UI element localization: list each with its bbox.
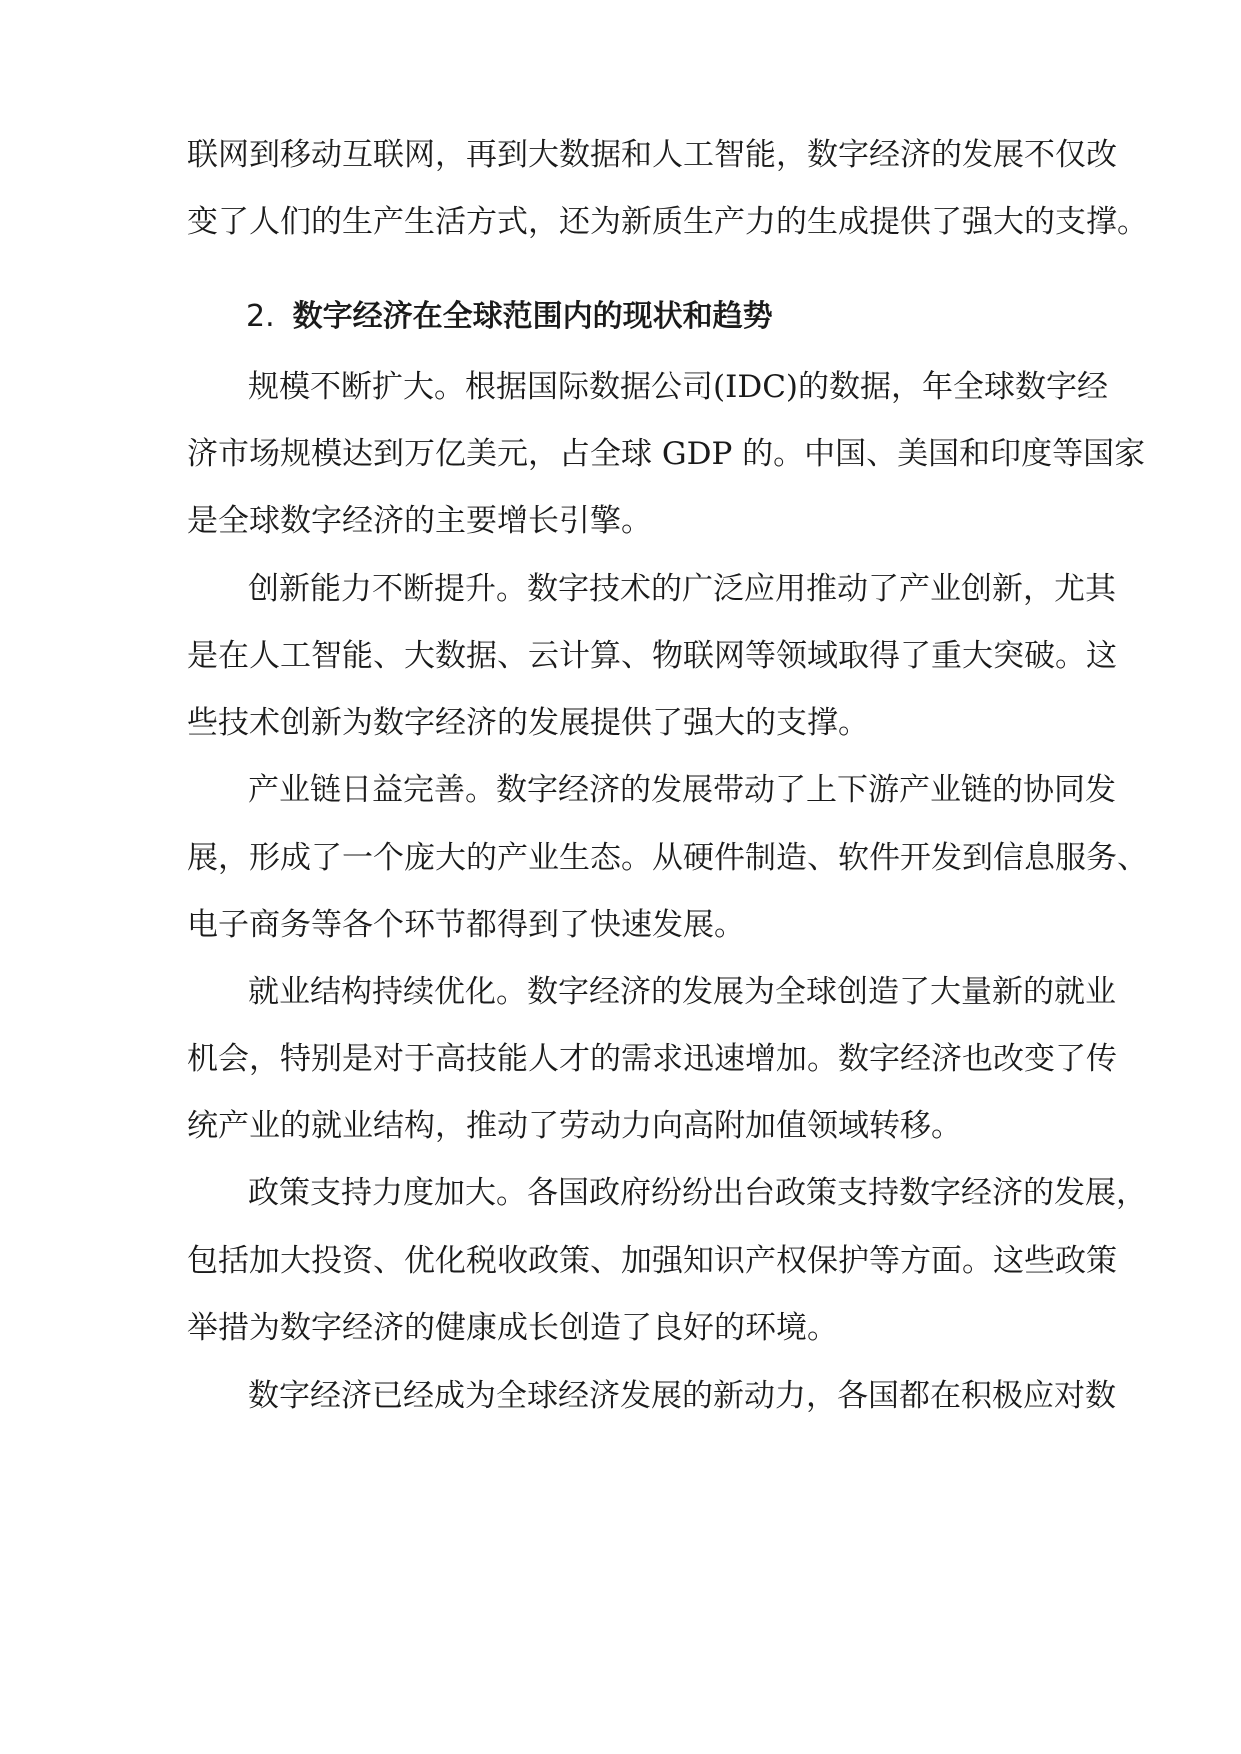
paragraph-2-line-3: 些技术创新为数字经济的发展提供了强大的支撑。 bbox=[187, 705, 869, 741]
paragraph-2-line-1: 创新能力不断提升。数字技术的广泛应用推动了产业创新，尤其 bbox=[248, 571, 1116, 607]
section-heading bbox=[246, 297, 1116, 337]
paragraph-1-line-2: 济市场规模达到万亿美元，占全球 GDP 的。中国、美国和印度等国家 bbox=[187, 436, 1146, 472]
paragraph-1-line-1: 规模不断扩大。根据国际数据公司(IDC)的数据，年全球数字经 bbox=[248, 369, 1109, 405]
paragraph-3-line-1: 产业链日益完善。数字经济的发展带动了上下游产业链的协同发 bbox=[248, 772, 1116, 808]
paragraph-3-line-3: 电子商务等各个环节都得到了快速发展。 bbox=[187, 907, 745, 943]
continuation-line-1: 联网到移动互联网，再到大数据和人工智能，数字经济的发展不仅改 bbox=[187, 137, 1117, 173]
section-number: 2. bbox=[246, 299, 275, 334]
paragraph-4-line-1: 就业结构持续优化。数字经济的发展为全球创造了大量新的就业 bbox=[248, 974, 1116, 1010]
section-title: 数字经济在全球范围内的现状和趋势 bbox=[292, 299, 773, 334]
paragraph-5-line-2: 包括加大投资、优化税收政策、加强知识产权保护等方面。这些政策 bbox=[187, 1243, 1117, 1279]
paragraph-2-line-2: 是在人工智能、大数据、云计算、物联网等领域取得了重大突破。这 bbox=[187, 638, 1117, 674]
continuation-line-2: 变了人们的生产生活方式，还为新质生产力的生成提供了强大的支撑。 bbox=[187, 204, 1148, 240]
paragraph-5-line-3: 举措为数字经济的健康成长创造了良好的环境。 bbox=[187, 1310, 838, 1346]
paragraph-3-line-2: 展，形成了一个庞大的产业生态。从硬件制造、软件开发到信息服务、 bbox=[187, 840, 1148, 876]
paragraph-4-line-3: 统产业的就业结构，推动了劳动力向高附加值领域转移。 bbox=[187, 1108, 962, 1144]
paragraph-4-line-2: 机会，特别是对于高技能人才的需求迅速增加。数字经济也改变了传 bbox=[187, 1041, 1117, 1077]
paragraph-6-line-1: 数字经济已经成为全球经济发展的新动力，各国都在积极应对数 bbox=[248, 1378, 1116, 1414]
paragraph-1-line-3: 是全球数字经济的主要增长引擎。 bbox=[187, 503, 652, 539]
paragraph-5-line-1: 政策支持力度加大。各国政府纷纷出台政策支持数字经济的发展， bbox=[248, 1175, 1147, 1211]
